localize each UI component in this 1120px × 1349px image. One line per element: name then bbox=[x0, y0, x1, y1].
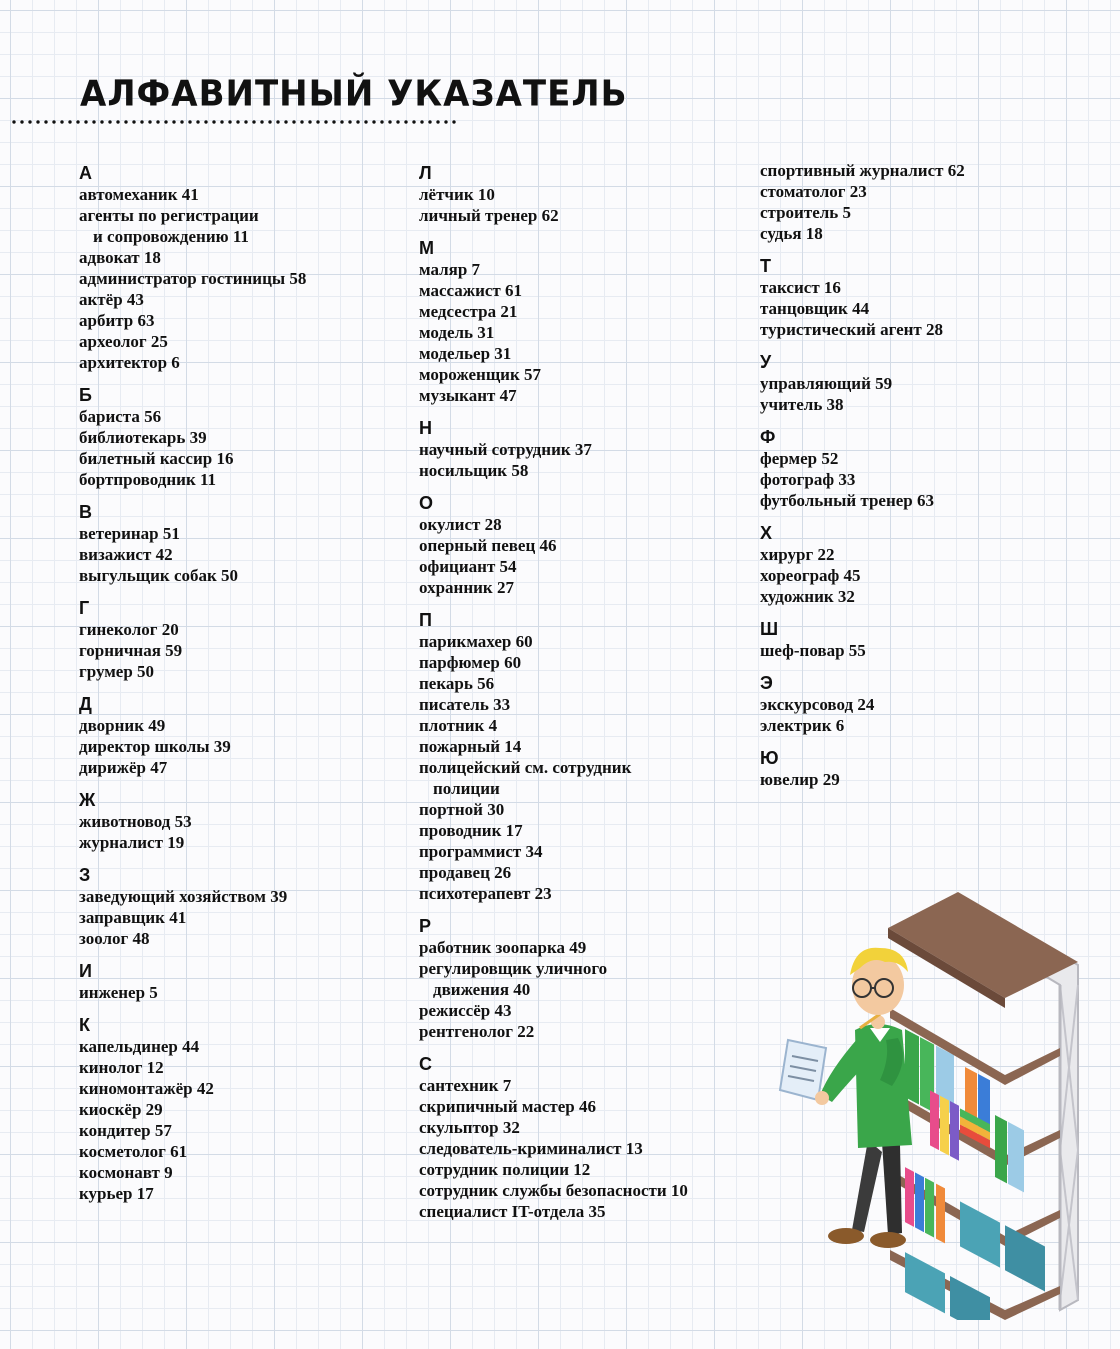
index-entry: инженер 5 bbox=[79, 983, 158, 1002]
index-entry: адвокат 18 bbox=[79, 248, 161, 267]
librarian-illustration bbox=[760, 890, 1090, 1320]
index-entry: животновод 53 bbox=[79, 812, 192, 831]
index-entry: ветеринар 51 bbox=[79, 524, 180, 543]
index-entry: регулировщик уличного bbox=[419, 959, 608, 978]
index-entry: бариста 56 bbox=[79, 407, 162, 426]
section-letter: Т bbox=[760, 256, 771, 276]
index-section bbox=[760, 426, 1090, 511]
index-entry: библиотекарь 39 bbox=[79, 428, 207, 447]
index-entry: футбольный тренер 63 bbox=[760, 491, 934, 510]
index-entry: скульптор 32 bbox=[419, 1118, 520, 1137]
index-section bbox=[79, 789, 409, 853]
index-entry: движения 40 bbox=[433, 980, 531, 999]
index-entry: арбитр 63 bbox=[79, 311, 155, 330]
index-section bbox=[419, 492, 749, 598]
section-letter: П bbox=[419, 610, 432, 630]
index-entry: мороженщик 57 bbox=[419, 365, 542, 384]
index-entry: капельдинер 44 bbox=[79, 1037, 200, 1056]
section-letter: Ю bbox=[760, 748, 779, 768]
index-entry: музыкант 47 bbox=[419, 386, 517, 405]
index-entry: портной 30 bbox=[419, 800, 505, 819]
index-entry: строитель 5 bbox=[760, 203, 852, 222]
index-entry: директор школы 39 bbox=[79, 737, 231, 756]
index-section bbox=[79, 960, 409, 1003]
index-section bbox=[419, 237, 749, 406]
index-section bbox=[79, 1014, 409, 1204]
section-letter: И bbox=[79, 961, 92, 981]
index-entry: работник зоопарка 49 bbox=[419, 938, 587, 957]
section-letter: Д bbox=[79, 694, 92, 714]
index-entry: писатель 33 bbox=[419, 695, 511, 714]
index-section bbox=[760, 618, 1090, 661]
index-entry: выгульщик собак 50 bbox=[79, 566, 239, 585]
index-entry: парикмахер 60 bbox=[419, 632, 533, 651]
index-entry: агенты по регистрации bbox=[79, 206, 259, 225]
section-letter: В bbox=[79, 502, 92, 522]
index-entry: продавец 26 bbox=[419, 863, 512, 882]
index-section bbox=[760, 351, 1090, 415]
index-entry: судья 18 bbox=[760, 224, 823, 243]
dotted-divider bbox=[10, 120, 458, 124]
librarian-figure bbox=[780, 948, 912, 1248]
index-entry: визажист 42 bbox=[79, 545, 173, 564]
index-entry: охранник 27 bbox=[419, 578, 514, 597]
index-entry: киномонтажёр 42 bbox=[79, 1079, 214, 1098]
index-entry: заведующий хозяйством 39 bbox=[79, 887, 288, 906]
section-letter: М bbox=[419, 238, 434, 258]
index-column-3 bbox=[760, 160, 1090, 801]
section-letter: Х bbox=[760, 523, 773, 543]
index-entry: и сопровождению 11 bbox=[93, 227, 249, 246]
index-entry: актёр 43 bbox=[79, 290, 144, 309]
index-section bbox=[79, 384, 409, 490]
index-section bbox=[760, 255, 1090, 340]
index-entry: научный сотрудник 37 bbox=[419, 440, 592, 459]
section-letter: Ф bbox=[760, 427, 776, 447]
index-section bbox=[79, 693, 409, 778]
section-letter: Н bbox=[419, 418, 432, 438]
index-section bbox=[419, 417, 749, 481]
index-entry: сотрудник службы безопасности 10 bbox=[419, 1181, 688, 1200]
index-entry: дворник 49 bbox=[79, 716, 166, 735]
index-section bbox=[79, 162, 409, 373]
index-entry: космонавт 9 bbox=[79, 1163, 173, 1182]
page-title: АЛФАВИТНЫЙ УКАЗАТЕЛЬ bbox=[80, 73, 628, 115]
section-letter: У bbox=[760, 352, 772, 372]
index-entry: носильщик 58 bbox=[419, 461, 529, 480]
index-section bbox=[79, 501, 409, 586]
section-letter: З bbox=[79, 865, 91, 885]
section-letter: Э bbox=[760, 673, 773, 693]
index-entry: полиции bbox=[433, 779, 500, 798]
index-section bbox=[419, 162, 749, 226]
index-entry: танцовщик 44 bbox=[760, 299, 870, 318]
section-letter: К bbox=[79, 1015, 90, 1035]
section-letter: С bbox=[419, 1054, 432, 1074]
index-section bbox=[760, 672, 1090, 736]
index-entry: скрипичный мастер 46 bbox=[419, 1097, 596, 1116]
index-section bbox=[760, 747, 1090, 790]
index-entry: личный тренер 62 bbox=[419, 206, 559, 225]
section-letter: Р bbox=[419, 916, 432, 936]
index-entry: горничная 59 bbox=[79, 641, 183, 660]
index-entry: сотрудник полиции 12 bbox=[419, 1160, 591, 1179]
index-entry: режиссёр 43 bbox=[419, 1001, 512, 1020]
index-entry: официант 54 bbox=[419, 557, 517, 576]
index-entry: зоолог 48 bbox=[79, 929, 150, 948]
section-letter: Б bbox=[79, 385, 92, 405]
index-entry: пожарный 14 bbox=[419, 737, 522, 756]
index-entry: шеф-повар 55 bbox=[760, 641, 866, 660]
index-entry: кинолог 12 bbox=[79, 1058, 164, 1077]
index-entry: оперный певец 46 bbox=[419, 536, 557, 555]
index-entry: дирижёр 47 bbox=[79, 758, 168, 777]
section-letter: О bbox=[419, 493, 434, 513]
index-entry: хирург 22 bbox=[760, 545, 835, 564]
section-letter: Л bbox=[419, 163, 432, 183]
index-entry: окулист 28 bbox=[419, 515, 502, 534]
index-entry: маляр 7 bbox=[419, 260, 481, 279]
index-entry: курьер 17 bbox=[79, 1184, 154, 1203]
index-entry: парфюмер 60 bbox=[419, 653, 522, 672]
index-column-1 bbox=[79, 162, 409, 1215]
index-section bbox=[760, 522, 1090, 607]
index-entry: массажист 61 bbox=[419, 281, 523, 300]
index-entry: учитель 38 bbox=[760, 395, 844, 414]
index-entry: киоскёр 29 bbox=[79, 1100, 163, 1119]
index-entry: модельер 31 bbox=[419, 344, 512, 363]
index-entry: билетный кассир 16 bbox=[79, 449, 234, 468]
index-entry: специалист IT-отдела 35 bbox=[419, 1202, 606, 1221]
index-entry: кондитер 57 bbox=[79, 1121, 172, 1140]
index-entry: археолог 25 bbox=[79, 332, 168, 351]
index-entry: бортпроводник 11 bbox=[79, 470, 217, 489]
index-entry: электрик 6 bbox=[760, 716, 845, 735]
bookshelf bbox=[888, 892, 1078, 1320]
index-entry: таксист 16 bbox=[760, 278, 841, 297]
index-section bbox=[419, 609, 749, 904]
index-entry: полицейский см. сотрудник bbox=[419, 758, 632, 777]
index-entry: администратор гостиницы 58 bbox=[79, 269, 307, 288]
index-entry: программист 34 bbox=[419, 842, 543, 861]
index-entry: журналист 19 bbox=[79, 833, 185, 852]
section-letter: Г bbox=[79, 598, 90, 618]
index-entry: сантехник 7 bbox=[419, 1076, 512, 1095]
index-entry: косметолог 61 bbox=[79, 1142, 188, 1161]
section-letter: Ш bbox=[760, 619, 779, 639]
index-entry: лётчик 10 bbox=[419, 185, 495, 204]
index-entry: фермер 52 bbox=[760, 449, 839, 468]
index-entry: пекарь 56 bbox=[419, 674, 495, 693]
index-column-2 bbox=[419, 162, 749, 1233]
section-letter: Ж bbox=[79, 790, 96, 810]
section-letter: А bbox=[79, 163, 92, 183]
index-entry: автомеханик 41 bbox=[79, 185, 199, 204]
index-entry: медсестра 21 bbox=[419, 302, 518, 321]
index-entry: архитектор 6 bbox=[79, 353, 180, 372]
index-entry: ювелир 29 bbox=[760, 770, 840, 789]
index-section bbox=[419, 915, 749, 1042]
index-entry: хореограф 45 bbox=[760, 566, 861, 585]
index-entry: рентгенолог 22 bbox=[419, 1022, 535, 1041]
index-entry: стоматолог 23 bbox=[760, 182, 867, 201]
index-entry: проводник 17 bbox=[419, 821, 523, 840]
index-entry: художник 32 bbox=[760, 587, 855, 606]
index-entry: следователь-криминалист 13 bbox=[419, 1139, 643, 1158]
index-entry: туристический агент 28 bbox=[760, 320, 944, 339]
index-entry: спортивный журналист 62 bbox=[760, 161, 965, 180]
index-entry: модель 31 bbox=[419, 323, 495, 342]
index-entry: плотник 4 bbox=[419, 716, 498, 735]
index-section bbox=[419, 1053, 749, 1222]
index-entry: психотерапевт 23 bbox=[419, 884, 552, 903]
index-entry: фотограф 33 bbox=[760, 470, 856, 489]
index-entry: экскурсовод 24 bbox=[760, 695, 875, 714]
index-entry: гинеколог 20 bbox=[79, 620, 179, 639]
index-entry: заправщик 41 bbox=[79, 908, 187, 927]
index-entry: управляющий 59 bbox=[760, 374, 893, 393]
index-section bbox=[79, 864, 409, 949]
index-section bbox=[79, 597, 409, 682]
index-section bbox=[760, 160, 1090, 244]
index-entry: грумер 50 bbox=[79, 662, 155, 681]
